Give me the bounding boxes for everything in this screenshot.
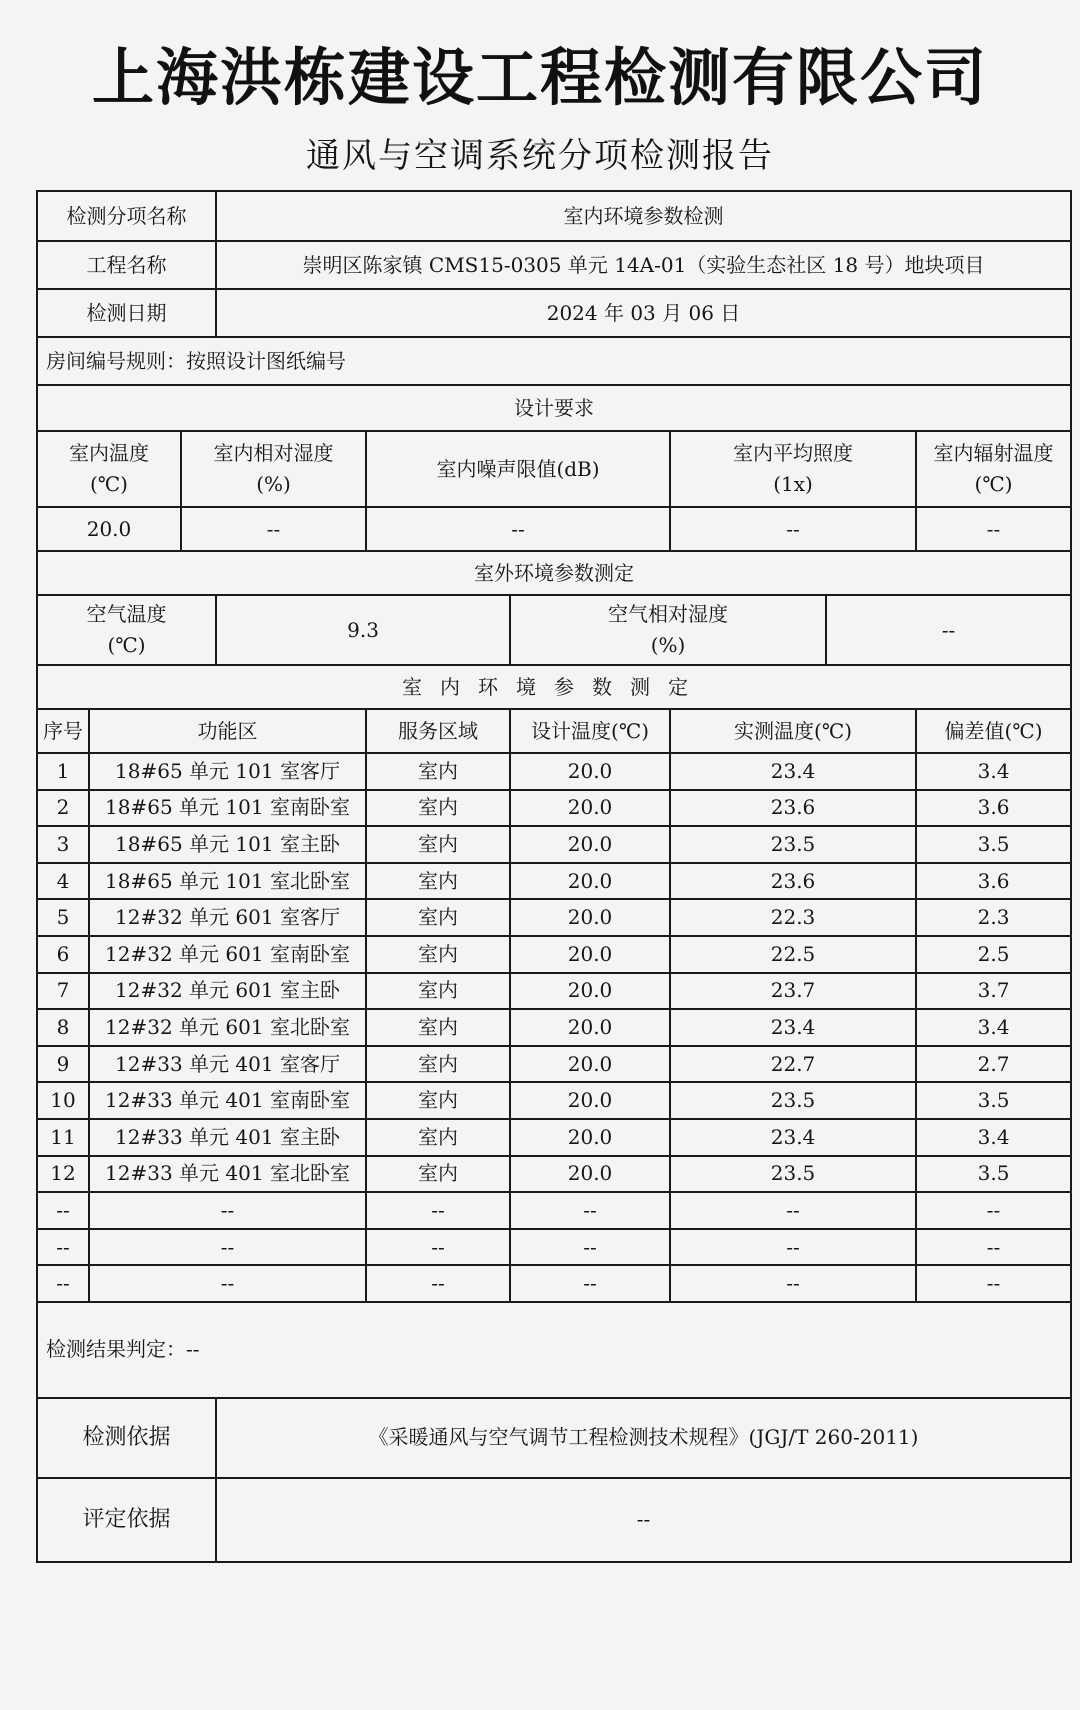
table-row [37,1229,1071,1266]
basis-label: 检测依据 [37,1398,216,1478]
row-measured-temp: -- [670,1265,916,1302]
row-service-area: 室内 [366,1156,510,1193]
row-design-temp: 20.0 [510,899,670,936]
table-row [37,936,1071,973]
row-measured-temp: 23.4 [670,1009,916,1046]
eval-label: 评定依据 [37,1478,216,1562]
row-seq: 5 [37,899,89,936]
row-seq: -- [37,1229,89,1266]
row-deviation: 3.4 [916,753,1071,790]
header-service-area: 服务区域 [366,709,510,753]
table-row [37,1046,1071,1083]
outdoor-humidity-value: -- [826,595,1071,665]
row-deviation: 3.5 [916,826,1071,863]
company-name: 上海洪栋建设工程检测有限公司 [91,41,988,114]
row-service-area: -- [366,1265,510,1302]
row-measured-temp: 23.4 [670,753,916,790]
row-deviation: 3.4 [916,1119,1071,1156]
design-header-noise: 室内噪声限值(dB) [366,431,670,507]
design-header-humidity: 室内相对湿度 (%) [181,431,366,507]
header-design-temp: 设计温度(℃) [510,709,670,753]
row-deviation: -- [916,1265,1071,1302]
row-measured-temp: 23.4 [670,1119,916,1156]
row-function-area: 12#33 单元 401 室南卧室 [89,1082,366,1119]
row-function-area: 12#32 单元 601 室主卧 [89,973,366,1010]
indoor-title: 室内环境参数测定 [37,665,1071,709]
row-seq: 1 [37,753,89,790]
row-service-area: 室内 [366,1046,510,1083]
room-rule: 房间编号规则：按照设计图纸编号 [37,337,1071,385]
row-function-area: -- [89,1192,366,1229]
date-label: 检测日期 [37,289,216,337]
row-design-temp: 20.0 [510,826,670,863]
design-value-noise: -- [366,507,670,551]
row-function-area: 12#32 单元 601 室客厅 [89,899,366,936]
row-deviation: 3.5 [916,1156,1071,1193]
row-design-temp: 20.0 [510,1119,670,1156]
table-row [37,973,1071,1010]
row-measured-temp: 22.5 [670,936,916,973]
design-header-radiant: 室内辐射温度 (℃) [916,431,1071,507]
row-design-temp: -- [510,1265,670,1302]
header-seq: 序号 [37,709,89,753]
row-seq: 4 [37,863,89,900]
row-deviation: 3.5 [916,1082,1071,1119]
row-deviation: -- [916,1229,1071,1266]
row-seq: 12 [37,1156,89,1193]
row-measured-temp: 22.3 [670,899,916,936]
row-measured-temp: -- [670,1192,916,1229]
row-measured-temp: 23.5 [670,1156,916,1193]
basis-value: 《采暖通风与空气调节工程检测技术规程》(JGJ/T 260-2011) [216,1398,1071,1478]
header-deviation: 偏差值(℃) [916,709,1071,753]
row-seq: 3 [37,826,89,863]
row-service-area: 室内 [366,826,510,863]
row-design-temp: 20.0 [510,1082,670,1119]
project-value: 崇明区陈家镇 CMS15-0305 单元 14A-01（实验生态社区 18 号）地块项目 [216,241,1071,289]
row-design-temp: 20.0 [510,936,670,973]
row-measured-temp: 23.6 [670,863,916,900]
row-seq: 2 [37,790,89,827]
row-service-area: -- [366,1229,510,1266]
row-design-temp: 20.0 [510,753,670,790]
table-row [37,1265,1071,1302]
row-deviation: 3.7 [916,973,1071,1010]
row-seq: 9 [37,1046,89,1083]
row-service-area: 室内 [366,790,510,827]
row-measured-temp: -- [670,1229,916,1266]
row-deviation: 3.6 [916,863,1071,900]
row-function-area: 18#65 单元 101 室北卧室 [89,863,366,900]
report-table [36,190,1072,1563]
row-service-area: 室内 [366,863,510,900]
item-value: 室内环境参数检测 [216,191,1071,241]
row-seq: 11 [37,1119,89,1156]
report-title: 通风与空调系统分项检测报告 [306,136,774,176]
table-row [37,1192,1071,1229]
row-measured-temp: 22.7 [670,1046,916,1083]
outdoor-temp-label: 空气温度 (℃) [37,595,216,665]
design-header-illuminance: 室内平均照度 (1x) [670,431,916,507]
outdoor-humidity-label: 空气相对湿度 (%) [510,595,826,665]
row-function-area: -- [89,1229,366,1266]
table-row [37,1009,1071,1046]
row-deviation: -- [916,1192,1071,1229]
row-design-temp: -- [510,1229,670,1266]
row-service-area: 室内 [366,1082,510,1119]
row-design-temp: 20.0 [510,1046,670,1083]
header-function-area: 功能区 [89,709,366,753]
table-row [37,1156,1071,1193]
row-function-area: 12#32 单元 601 室北卧室 [89,1009,366,1046]
table-row [37,753,1071,790]
row-service-area: 室内 [366,899,510,936]
row-measured-temp: 23.6 [670,790,916,827]
row-function-area: 12#33 单元 401 室客厅 [89,1046,366,1083]
row-design-temp: -- [510,1192,670,1229]
design-value-humidity: -- [181,507,366,551]
row-design-temp: 20.0 [510,863,670,900]
design-value-radiant: -- [916,507,1071,551]
row-function-area: 18#65 单元 101 室南卧室 [89,790,366,827]
row-function-area: 12#33 单元 401 室主卧 [89,1119,366,1156]
row-seq: -- [37,1192,89,1229]
row-design-temp: 20.0 [510,1156,670,1193]
design-header-temp: 室内温度 (℃) [37,431,181,507]
row-design-temp: 20.0 [510,973,670,1010]
table-row [37,863,1071,900]
row-measured-temp: 23.7 [670,973,916,1010]
row-service-area: 室内 [366,753,510,790]
project-label: 工程名称 [37,241,216,289]
row-measured-temp: 23.5 [670,826,916,863]
row-service-area: 室内 [366,936,510,973]
row-measured-temp: 23.5 [670,1082,916,1119]
table-row [37,1119,1071,1156]
row-function-area: 18#65 单元 101 室主卧 [89,826,366,863]
table-row [37,790,1071,827]
row-seq: 10 [37,1082,89,1119]
row-design-temp: 20.0 [510,1009,670,1046]
item-label: 检测分项名称 [37,191,216,241]
date-value: 2024 年 03 月 06 日 [216,289,1071,337]
table-row [37,1082,1071,1119]
table-row [37,899,1071,936]
row-function-area: 12#33 单元 401 室北卧室 [89,1156,366,1193]
row-seq: 7 [37,973,89,1010]
row-function-area: 18#65 单元 101 室客厅 [89,753,366,790]
row-design-temp: 20.0 [510,790,670,827]
design-value-illuminance: -- [670,507,916,551]
row-deviation: 3.6 [916,790,1071,827]
row-deviation: 2.7 [916,1046,1071,1083]
outdoor-temp-value: 9.3 [216,595,510,665]
table-row [37,826,1071,863]
result-judgement: 检测结果判定：-- [37,1302,1071,1398]
row-deviation: 2.5 [916,936,1071,973]
row-service-area: -- [366,1192,510,1229]
row-service-area: 室内 [366,1119,510,1156]
row-function-area: 12#32 单元 601 室南卧室 [89,936,366,973]
row-service-area: 室内 [366,1009,510,1046]
outdoor-title: 室外环境参数测定 [37,551,1071,595]
design-title: 设计要求 [37,385,1071,431]
row-service-area: 室内 [366,973,510,1010]
row-deviation: 2.3 [916,899,1071,936]
row-seq: 8 [37,1009,89,1046]
row-seq: -- [37,1265,89,1302]
row-function-area: -- [89,1265,366,1302]
row-deviation: 3.4 [916,1009,1071,1046]
design-value-temp: 20.0 [37,507,181,551]
header-measured-temp: 实测温度(℃) [670,709,916,753]
row-seq: 6 [37,936,89,973]
eval-value: -- [216,1478,1071,1562]
